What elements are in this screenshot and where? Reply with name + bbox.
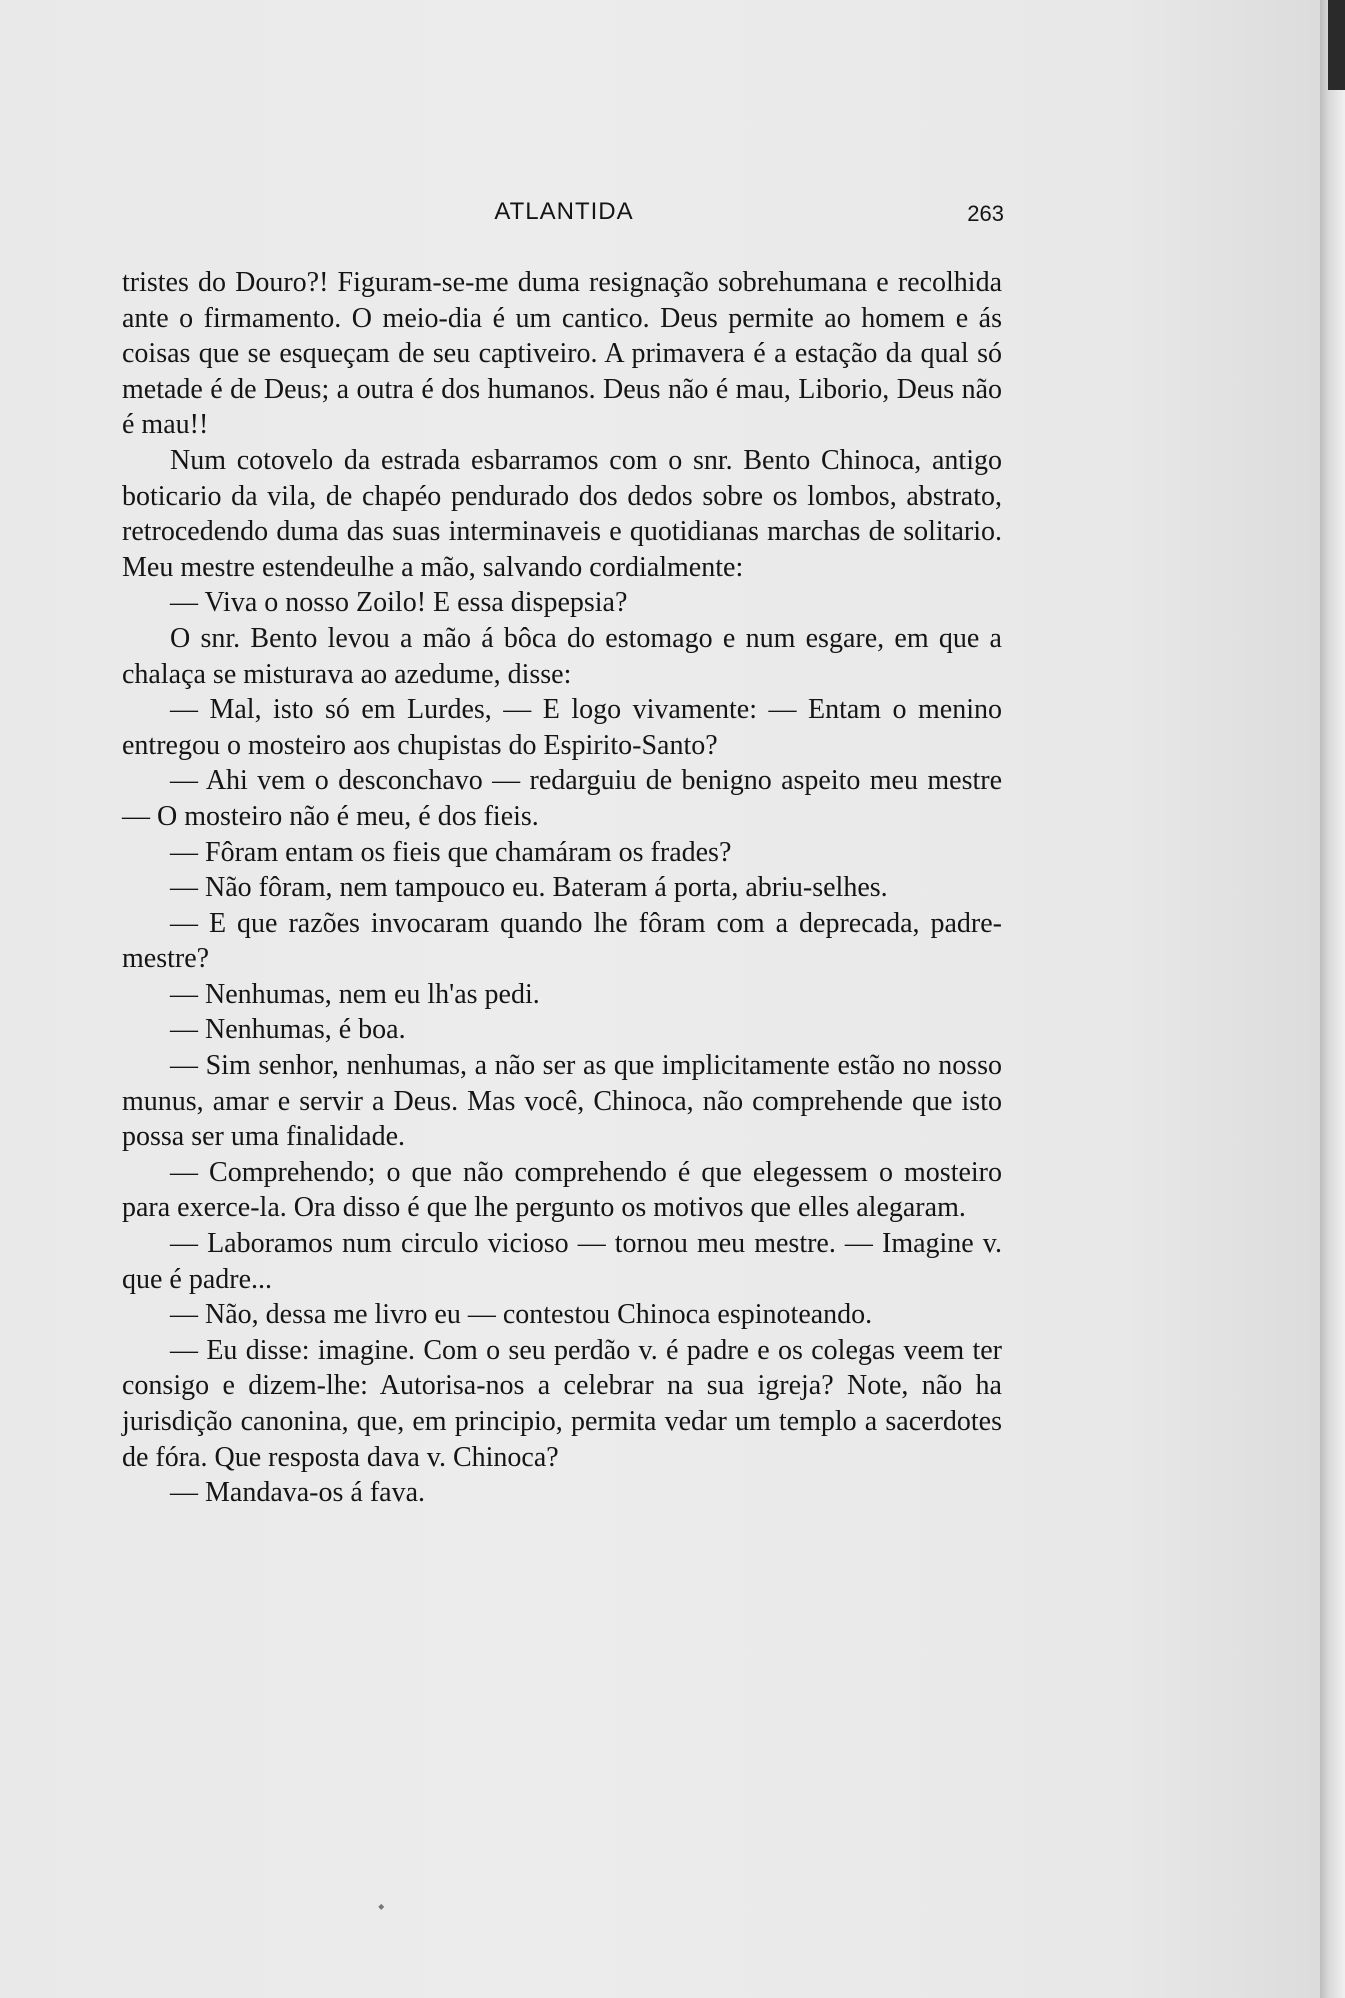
paragraph-16: — Eu disse: imagine. Com o seu perdão v. é padre e os colegas veem ter consigo e dizem-lhe: Autorisa-nos a celebrar na sua igreja? Note, não ha jurisdição canonina, que, em principio, permita vedar um templo a sacerdotes de fóra. Que resposta dava v. Chinoca? bbox=[122, 1334, 1002, 1473]
page-number: 263 bbox=[967, 201, 1004, 226]
paragraph-12: — Sim senhor, nenhumas, a não ser as que implicitamente estão no nosso munus, amar e servir a Deus. Mas você, Chinoca, não comprehende que isto possa ser uma finalidade. bbox=[122, 1050, 1002, 1153]
paragraph-4: O snr. Bento levou a mão á bôca do estomago e num esgare, em que a chalaça se misturava ao azedume, disse: bbox=[122, 622, 1002, 690]
page-edge bbox=[1320, 0, 1345, 1998]
running-title: ATLANTIDA bbox=[494, 198, 634, 225]
paragraph-15: — Não, dessa me livro eu — contestou Chinoca espinoteando. bbox=[170, 1299, 873, 1331]
paragraph-6: — Ahi vem o desconchavo — redarguiu de benigno aspeito meu mestre — O mosteiro não é meu, é dos fieis. bbox=[122, 765, 1002, 832]
text-block bbox=[122, 265, 1002, 1511]
paragraph-8: — Não fôram, nem tampouco eu. Bateram á porta, abriu-selhes. bbox=[170, 872, 888, 904]
paragraph-1: tristes do Douro?! Figuram-se-me duma resignação sobrehumana e recolhida ante o firmamento. O meio-dia é um cantico. Deus permite ao homem e ás coisas que se esqueçam de seu captiveiro. A primavera é a estação da qual só metade é de Deus; a outra é dos humanos. Deus não é mau, Liborio, Deus não é mau!! bbox=[122, 267, 1002, 441]
paper-speck: ⬩ bbox=[378, 1896, 385, 1916]
paragraph-17: — Mandava-os á fava. bbox=[170, 1477, 426, 1509]
paragraph-9: — E que razões invocaram quando lhe fôram com a deprecada, padre-mestre? bbox=[122, 907, 1002, 975]
paragraph-10: — Nenhumas, nem eu lh'as pedi. bbox=[170, 978, 540, 1010]
page-edge-shadow bbox=[1328, 0, 1345, 90]
paragraph-11: — Nenhumas, é boa. bbox=[170, 1014, 406, 1046]
paragraph-5: — Mal, isto só em Lurdes, — E logo vivamente: — Entam o menino entregou o mosteiro aos chupistas do Espirito-Santo? bbox=[122, 694, 1002, 761]
paragraph-13: — Comprehendo; o que não comprehendo é que elegessem o mosteiro para exerce-la. Ora disso é que lhe pergunto os motivos que elles alegaram. bbox=[122, 1156, 1002, 1224]
paragraph-7: — Fôram entam os fieis que chamáram os frades? bbox=[170, 836, 732, 868]
paragraph-14: — Laboramos num circulo vicioso — tornou meu mestre. — Imagine v. que é padre... bbox=[122, 1228, 1002, 1295]
running-head bbox=[124, 198, 1004, 238]
paragraph-2: Num cotovelo da estrada esbarramos com o snr. Bento Chinoca, antigo boticario da vila, de chapéo pendurado dos dedos sobre os lombos, abstrato, retrocedendo duma das suas interminaveis e quotidianas marchas de solitario. Meu mestre estendeulhe a mão, salvando cordialmente: bbox=[122, 444, 1002, 583]
paragraph-3: — Viva o nosso Zoilo! E essa dispepsia? bbox=[170, 587, 628, 619]
